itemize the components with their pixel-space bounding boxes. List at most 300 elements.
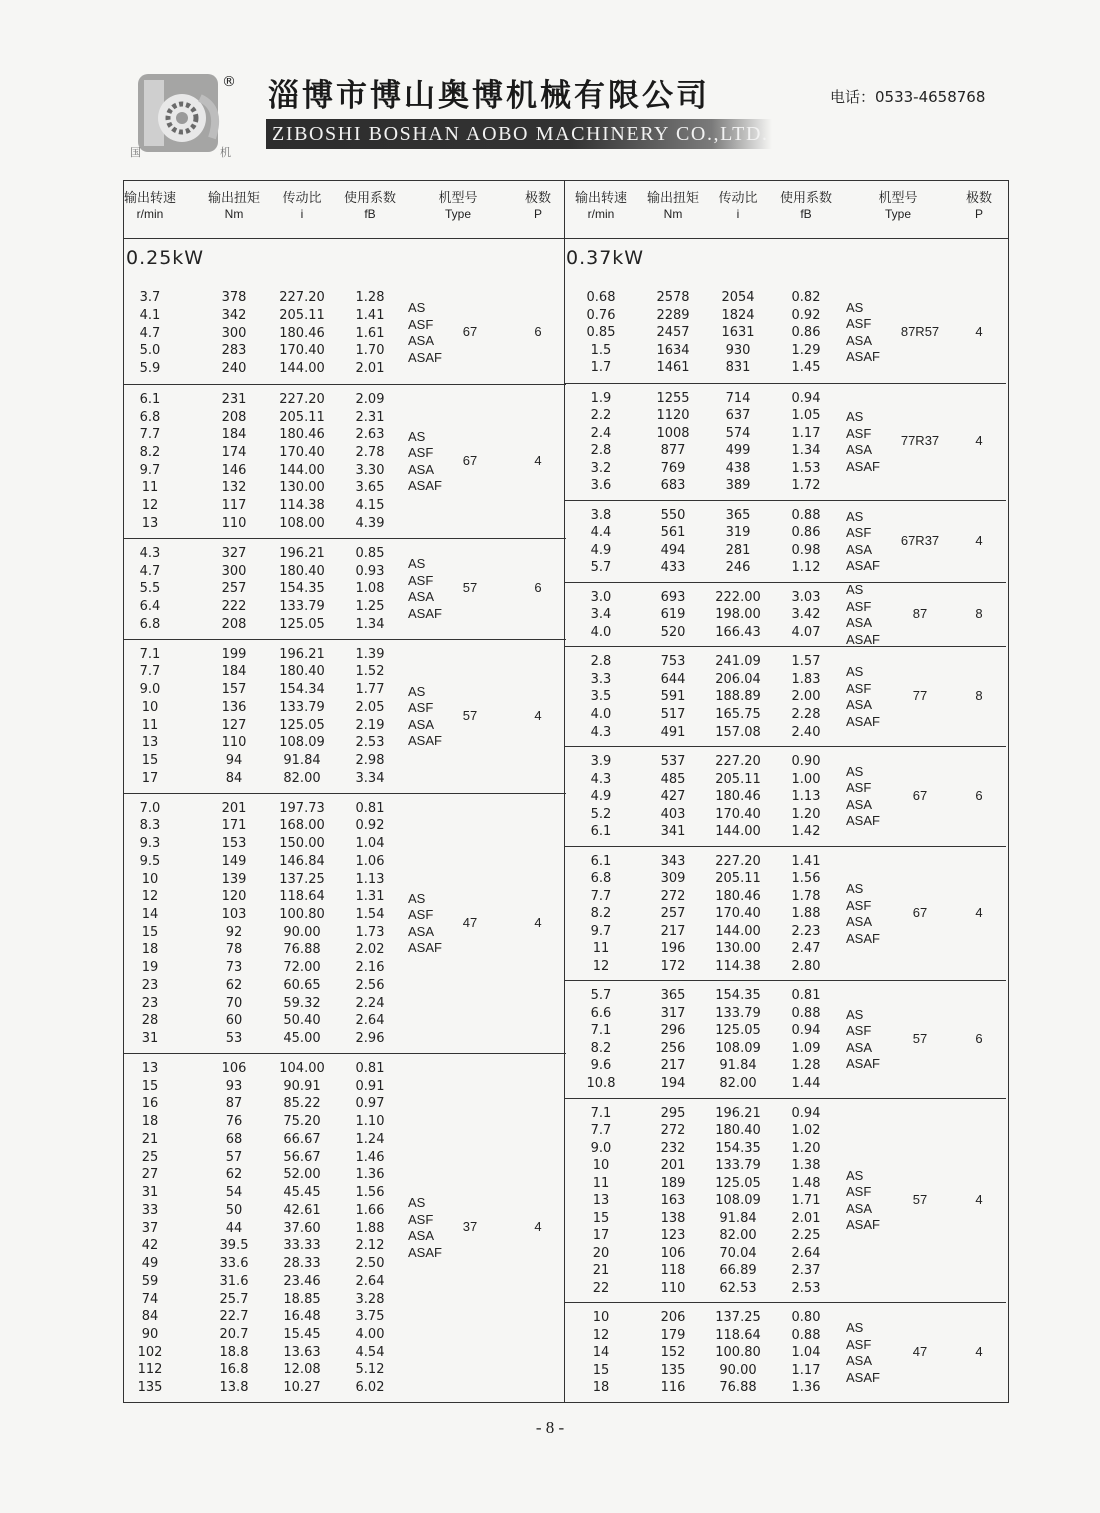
cell-ratio: 100.80 [715, 1345, 761, 1361]
table-row [124, 479, 566, 496]
table-row [124, 734, 566, 751]
cell-ratio: 133.79 [715, 1005, 761, 1021]
cell-torque: 33.6 [219, 1256, 249, 1272]
cell-service-factor: 2.16 [355, 960, 385, 976]
cell-torque: 157 [221, 682, 247, 698]
table-row [564, 589, 1006, 606]
cell-ratio: 12.08 [283, 1362, 321, 1378]
type-code: ASA [846, 796, 873, 812]
type-code: ASA [846, 914, 873, 930]
cell-service-factor: 0.88 [791, 1327, 821, 1343]
type-code: ASA [408, 923, 435, 939]
table-row [124, 1379, 566, 1396]
header-label: 极数 [965, 190, 992, 205]
cell-service-factor: 0.88 [791, 507, 821, 523]
cell-torque: 2578 [656, 289, 690, 305]
cell-ratio: 114.38 [279, 498, 325, 514]
type-code: ASF [846, 680, 872, 696]
cell-service-factor: 1.04 [355, 836, 385, 852]
cell-speed: 9.7 [139, 462, 161, 478]
cell-ratio: 50.40 [283, 1013, 321, 1029]
cell-service-factor: 5.12 [355, 1362, 385, 1378]
header-unit: P [974, 207, 983, 221]
cell-torque: 341 [660, 824, 686, 840]
cell-torque: 73 [225, 960, 243, 976]
table-row [564, 823, 1006, 840]
cell-speed: 2.2 [590, 408, 612, 424]
table-header-row [124, 181, 1008, 239]
header-unit: P [533, 207, 542, 221]
cell-torque: 317 [660, 1005, 686, 1021]
cell-ratio: 91.84 [719, 1058, 757, 1074]
type-list [846, 764, 880, 830]
table-row [124, 1308, 566, 1325]
left-group-57-6p [124, 538, 566, 639]
cell-torque: 70 [225, 995, 243, 1011]
type-code: ASF [408, 572, 434, 588]
table-row [124, 681, 566, 698]
table-row [124, 409, 566, 426]
table-row [124, 1237, 566, 1254]
model-number: 57 [462, 580, 478, 596]
cell-torque: 300 [221, 325, 247, 341]
cell-speed: 1.9 [590, 390, 612, 406]
header-label: 输出转速 [574, 190, 627, 205]
table-row [124, 835, 566, 852]
cell-ratio: 227.20 [279, 290, 325, 306]
cell-service-factor: 2.50 [355, 1256, 385, 1272]
cell-service-factor: 1.53 [791, 460, 821, 476]
type-code: ASAF [846, 1217, 880, 1233]
cell-ratio: 196.21 [279, 545, 325, 561]
cell-torque: 117 [221, 498, 247, 514]
cell-service-factor: 2.80 [791, 958, 821, 974]
cell-service-factor: 1.39 [355, 646, 385, 662]
cell-ratio: 133.79 [715, 1158, 761, 1174]
cell-torque: 217 [660, 923, 686, 939]
cell-service-factor: 1.00 [791, 771, 821, 787]
type-code: AS [846, 409, 864, 425]
cell-service-factor: 0.90 [791, 754, 821, 770]
pole-count: 4 [975, 323, 983, 339]
cell-torque: 44 [225, 1220, 243, 1236]
model-number: 37 [462, 1219, 478, 1235]
cell-ratio: 157.08 [715, 724, 761, 740]
cell-service-factor: 1.70 [355, 343, 385, 359]
type-code: ASAF [408, 605, 442, 621]
cell-torque: 491 [660, 724, 686, 740]
pole-count: 4 [534, 1219, 542, 1235]
table-row [124, 663, 566, 680]
cell-speed: 7.1 [139, 646, 161, 662]
type-list [846, 1168, 880, 1234]
type-code: AS [408, 428, 426, 444]
left-group-67-4p [124, 384, 566, 538]
cell-speed: 11 [592, 1175, 610, 1191]
cell-ratio: 205.11 [279, 409, 325, 425]
table-row [564, 888, 1006, 905]
type-code: ASA [408, 333, 435, 349]
cell-torque: 1255 [656, 390, 690, 406]
cell-torque: 272 [660, 1123, 686, 1139]
cell-torque: 769 [660, 460, 686, 476]
cell-service-factor: 1.44 [791, 1076, 821, 1092]
cell-torque: 1008 [656, 425, 690, 441]
cell-speed: 27 [141, 1167, 159, 1183]
type-list [846, 1007, 880, 1073]
cell-ratio: 574 [725, 425, 751, 441]
cell-ratio: 154.35 [715, 988, 761, 1004]
company-name-cn: 淄博市博山奥博机械有限公司 [268, 78, 710, 114]
cell-ratio: 18.85 [283, 1291, 321, 1307]
cell-ratio: 10.27 [283, 1380, 321, 1396]
table-row [564, 806, 1006, 823]
cell-service-factor: 1.54 [355, 906, 385, 922]
table-row [564, 1057, 1006, 1074]
cell-speed: 23 [141, 995, 159, 1011]
cell-speed: 14 [141, 906, 159, 922]
cell-torque: 174 [221, 445, 247, 461]
cell-ratio: 170.40 [279, 343, 325, 359]
spec-table [123, 180, 1009, 1403]
cell-speed: 3.0 [590, 589, 612, 605]
pole-count: 4 [975, 433, 983, 449]
type-code: ASA [846, 1200, 873, 1216]
header-unit: i [300, 207, 304, 221]
cell-speed: 4.4 [590, 525, 612, 541]
power-label-left: 0.25kW [126, 247, 205, 269]
model-number: 67 [912, 905, 928, 921]
cell-service-factor: 1.13 [791, 789, 821, 805]
model-number: 77R37 [900, 433, 940, 449]
cell-ratio: 170.40 [715, 906, 761, 922]
cell-speed: 17 [592, 1228, 610, 1244]
table-row [564, 987, 1006, 1004]
cell-service-factor: 1.73 [355, 924, 385, 940]
cell-torque: 550 [660, 507, 686, 523]
cell-torque: 62 [225, 1167, 243, 1183]
cell-speed: 8.2 [590, 1040, 612, 1056]
cell-torque: 120 [221, 889, 247, 905]
cell-speed: 14 [592, 1345, 610, 1361]
header-label: 输出扭矩 [646, 190, 699, 205]
table-row [564, 390, 1006, 407]
cell-service-factor: 1.56 [791, 871, 821, 887]
table-row [564, 624, 1006, 641]
cell-ratio: 222.00 [715, 589, 761, 605]
table-row [124, 1012, 566, 1029]
cell-service-factor: 4.15 [355, 498, 385, 514]
cell-service-factor: 0.88 [791, 1005, 821, 1021]
left-group-57-4p [124, 639, 566, 793]
cell-speed: 59 [141, 1273, 159, 1289]
cell-speed: 7.0 [139, 800, 161, 816]
header-right-col-0 [561, 189, 641, 223]
table-row [124, 563, 566, 580]
cell-service-factor: 1.56 [355, 1185, 385, 1201]
cell-ratio: 180.46 [279, 427, 325, 443]
cell-ratio: 714 [725, 390, 751, 406]
cell-speed: 5.7 [590, 988, 612, 1004]
cell-speed: 90 [141, 1326, 159, 1342]
table-row [564, 923, 1006, 940]
cell-service-factor: 1.34 [791, 443, 821, 459]
cell-ratio: 180.40 [279, 563, 325, 579]
cell-service-factor: 0.80 [791, 1310, 821, 1326]
cell-service-factor: 2.09 [355, 391, 385, 407]
cell-torque: 296 [660, 1023, 686, 1039]
cell-speed: 102 [137, 1344, 163, 1360]
right-group-77-8p [564, 646, 1006, 746]
table-row [124, 391, 566, 408]
page-number: - 8 - [535, 1418, 565, 1437]
type-code: ASF [846, 425, 872, 441]
cell-torque: 106 [660, 1245, 686, 1261]
cell-speed: 135 [137, 1380, 163, 1396]
table-row [124, 1078, 566, 1095]
header-unit: Type [884, 207, 911, 221]
cell-torque: 16.8 [219, 1362, 249, 1378]
cell-service-factor: 0.94 [791, 1023, 821, 1039]
cell-ratio: 227.20 [715, 853, 761, 869]
company-name-en: ZIBOSHI BOSHAN AOBO MACHINERY CO.,LTD. [266, 119, 772, 149]
cell-ratio: 70.04 [719, 1245, 757, 1261]
cell-ratio: 108.00 [279, 515, 325, 531]
table-row [124, 752, 566, 769]
cell-speed: 12 [592, 958, 610, 974]
table-row [564, 771, 1006, 788]
cell-service-factor: 2.64 [355, 1013, 385, 1029]
cell-speed: 7.7 [139, 664, 161, 680]
cell-torque: 50 [225, 1202, 243, 1218]
cell-torque: 127 [221, 717, 247, 733]
header-right-col-3 [766, 189, 846, 223]
type-code: ASAF [846, 349, 880, 365]
cell-ratio: 66.67 [283, 1131, 321, 1147]
cell-ratio: 33.33 [283, 1238, 321, 1254]
cell-torque: 68 [225, 1131, 243, 1147]
header-label: 输出扭矩 [207, 190, 260, 205]
cell-ratio: 365 [725, 507, 751, 523]
cell-speed: 25 [141, 1149, 159, 1165]
cell-torque: 18.8 [219, 1344, 249, 1360]
type-code: ASAF [846, 458, 880, 474]
table-row [564, 958, 1006, 975]
cell-service-factor: 1.36 [791, 1380, 821, 1396]
table-row [124, 853, 566, 870]
table-row [564, 753, 1006, 770]
cell-torque: 561 [660, 525, 686, 541]
cell-speed: 11 [592, 941, 610, 957]
cell-ratio: 180.40 [279, 664, 325, 680]
right-group-67-6p [564, 746, 1006, 846]
type-code: AS [408, 556, 426, 572]
cell-ratio: 154.35 [715, 1140, 761, 1156]
cell-torque: 342 [221, 307, 247, 323]
cell-torque: 184 [221, 664, 247, 680]
header-unit: r/min [587, 207, 615, 221]
right-group-67R37-4p [564, 500, 1006, 582]
cell-service-factor: 2.01 [791, 1210, 821, 1226]
cell-torque: 877 [660, 443, 686, 459]
table-row [124, 800, 566, 817]
cell-torque: 57 [225, 1149, 243, 1165]
type-code: ASF [408, 700, 434, 716]
pole-count: 6 [534, 580, 542, 596]
cell-speed: 4.1 [139, 307, 161, 323]
cell-service-factor: 0.94 [791, 390, 821, 406]
pole-count: 4 [534, 914, 542, 930]
cell-torque: 683 [660, 478, 686, 494]
pole-count: 4 [975, 1344, 983, 1360]
cell-speed: 31 [141, 1185, 159, 1201]
cell-speed: 3.6 [590, 478, 612, 494]
type-code: AS [846, 1167, 864, 1183]
table-row [124, 888, 566, 905]
model-number: 47 [462, 914, 478, 930]
cell-service-factor: 1.66 [355, 1202, 385, 1218]
type-code: ASF [408, 316, 434, 332]
cell-ratio: 90.91 [283, 1078, 321, 1094]
table-row [124, 977, 566, 994]
cell-ratio: 45.45 [283, 1185, 321, 1201]
cell-speed: 3.9 [590, 754, 612, 770]
cell-ratio: 205.11 [715, 871, 761, 887]
type-code: ASAF [846, 1056, 880, 1072]
cell-service-factor: 2.47 [791, 941, 821, 957]
cell-ratio: 133.79 [279, 699, 325, 715]
pole-count: 6 [975, 787, 983, 803]
type-code: ASA [846, 541, 873, 557]
model-number: 87 [912, 606, 928, 622]
cell-service-factor: 1.17 [791, 1362, 821, 1378]
cell-speed: 22 [592, 1280, 610, 1296]
type-code: ASAF [408, 349, 442, 365]
header-label: 输出转速 [123, 190, 176, 205]
cell-service-factor: 3.28 [355, 1291, 385, 1307]
cell-speed: 3.5 [590, 689, 612, 705]
type-list [846, 300, 880, 366]
type-code: ASA [846, 332, 873, 348]
header-unit: Nm [663, 207, 683, 221]
cell-ratio: 125.05 [279, 717, 325, 733]
type-code: AS [846, 763, 864, 779]
type-code: ASA [408, 461, 435, 477]
header-unit: r/min [136, 207, 164, 221]
cell-service-factor: 2.01 [355, 360, 385, 376]
cell-ratio: 154.34 [279, 682, 325, 698]
cell-ratio: 82.00 [283, 770, 321, 786]
cell-speed: 8.2 [590, 906, 612, 922]
cell-ratio: 168.00 [279, 818, 325, 834]
table-row [124, 1149, 566, 1166]
header-unit: i [736, 207, 740, 221]
cell-service-factor: 1.04 [791, 1345, 821, 1361]
cell-service-factor: 1.45 [791, 360, 821, 376]
cell-ratio: 56.67 [283, 1149, 321, 1165]
cell-torque: 62 [225, 977, 243, 993]
model-number: 57 [912, 1030, 928, 1046]
table-row [124, 515, 566, 532]
cell-ratio: 52.00 [283, 1167, 321, 1183]
cell-speed: 33 [141, 1202, 159, 1218]
cell-ratio: 66.89 [719, 1263, 757, 1279]
cell-speed: 15 [592, 1362, 610, 1378]
cell-ratio: 28.33 [283, 1256, 321, 1272]
cell-torque: 106 [221, 1060, 247, 1076]
cell-service-factor: 1.52 [355, 664, 385, 680]
cell-speed: 17 [141, 770, 159, 786]
cell-torque: 309 [660, 871, 686, 887]
cell-speed: 5.2 [590, 806, 612, 822]
cell-service-factor: 3.65 [355, 480, 385, 496]
type-code: ASF [846, 1184, 872, 1200]
cell-ratio: 91.84 [283, 752, 321, 768]
cell-speed: 9.3 [139, 836, 161, 852]
cell-service-factor: 1.61 [355, 325, 385, 341]
cell-speed: 19 [141, 960, 159, 976]
cell-ratio: 205.11 [715, 771, 761, 787]
right-group-57-4p [564, 1098, 1006, 1303]
cell-torque: 20.7 [219, 1326, 249, 1342]
cell-speed: 5.7 [590, 560, 612, 576]
cell-speed: 6.8 [590, 871, 612, 887]
cell-speed: 74 [141, 1291, 159, 1307]
cell-service-factor: 3.30 [355, 462, 385, 478]
cell-service-factor: 0.98 [791, 542, 821, 558]
cell-torque: 171 [221, 818, 247, 834]
cell-service-factor: 1.77 [355, 682, 385, 698]
pole-count: 4 [975, 532, 983, 548]
type-code: AS [408, 890, 426, 906]
cell-ratio: 82.00 [719, 1076, 757, 1092]
cell-torque: 644 [660, 671, 686, 687]
header-label: 机型号 [878, 190, 918, 205]
right-group-47-4p [564, 1302, 1006, 1402]
cell-ratio: 180.46 [715, 789, 761, 805]
cell-speed: 10 [141, 699, 159, 715]
cell-ratio: 438 [725, 460, 751, 476]
cell-service-factor: 1.24 [355, 1131, 385, 1147]
cell-speed: 11 [141, 480, 159, 496]
cell-speed: 12 [141, 498, 159, 514]
cell-service-factor: 0.81 [355, 1060, 385, 1076]
cell-service-factor: 1.83 [791, 671, 821, 687]
cell-service-factor: 1.06 [355, 853, 385, 869]
type-code: ASAF [846, 558, 880, 574]
table-row [124, 646, 566, 663]
cell-speed: 13 [141, 515, 159, 531]
cell-torque: 92 [225, 924, 243, 940]
cell-torque: 87 [225, 1096, 243, 1112]
cell-service-factor: 0.81 [791, 988, 821, 1004]
cell-service-factor: 0.82 [791, 289, 821, 305]
cell-service-factor: 1.25 [355, 599, 385, 614]
cell-ratio: 37.60 [283, 1220, 321, 1236]
cell-torque: 184 [221, 427, 247, 443]
model-number: 67R37 [900, 532, 940, 548]
right-group-67-4p [564, 846, 1006, 981]
table-row [124, 1326, 566, 1343]
cell-torque: 84 [225, 770, 243, 786]
model-number: 67 [462, 452, 478, 468]
pole-count: 4 [534, 452, 542, 468]
cell-torque: 378 [221, 290, 247, 306]
cell-service-factor: 2.37 [791, 1263, 821, 1279]
cell-ratio: 241.09 [715, 654, 761, 670]
cell-torque: 520 [660, 624, 686, 640]
type-code: AS [846, 1006, 864, 1022]
